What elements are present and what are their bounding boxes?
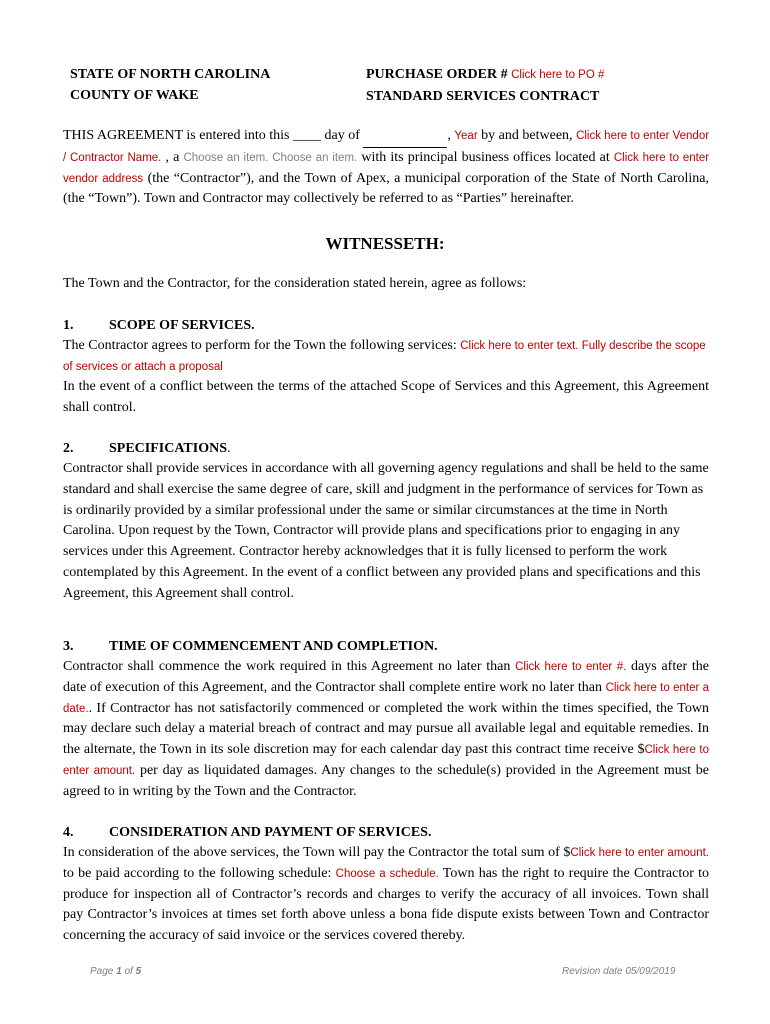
section-3-text-4: per day as liquidated damages. Any changes to the schedule(s) provided in the Agreement must be agreed to in writing by the Town and the Contractor. bbox=[63, 762, 710, 799]
section-3-body bbox=[63, 657, 709, 803]
page-of: of bbox=[124, 966, 133, 977]
section-4-text-1: In consideration of the above services, the Town will pay the Contractor the total sum of $ bbox=[63, 845, 571, 860]
intro-comma: , bbox=[447, 128, 451, 143]
page-prefix: Page bbox=[90, 966, 114, 977]
payment-schedule-dropdown[interactable]: Choose a schedule. bbox=[335, 867, 439, 880]
section-3-heading bbox=[63, 636, 438, 657]
po-number-field[interactable]: Click here to PO # bbox=[511, 69, 605, 81]
section-3-text-1: Contractor shall commence the work required in this Agreement no later than bbox=[63, 659, 511, 674]
entity-type-dropdown[interactable]: Choose an item. Choose an item. bbox=[183, 151, 358, 164]
section-3-text-2: days after the date of execution of this Agreement, and the Contractor shall complete entire work no later than bbox=[63, 659, 709, 695]
section-1-number: 1. bbox=[63, 318, 74, 333]
month-blank[interactable] bbox=[363, 126, 447, 148]
vendor-address-field[interactable]: Click here to enter vendor address bbox=[63, 151, 710, 185]
section-1-title: SCOPE OF SERVICES. bbox=[109, 318, 255, 333]
section-4-title: CONSIDERATION AND PAYMENT OF SERVICES. bbox=[109, 825, 432, 840]
page-current: 1 bbox=[116, 966, 122, 977]
intro-text-4: , a bbox=[165, 149, 180, 165]
intro-text-5: with its principal business offices located at bbox=[361, 149, 610, 165]
section-4-body bbox=[63, 843, 709, 947]
total-amount-field[interactable]: Click here to enter amount. bbox=[570, 847, 709, 859]
section-2-body: Contractor shall provide services in accordance with all governing agency regulations and shall be held to the same standard and shall exercise the same degree of care, skill and judgment in the performance of services for Town as is ordinarily provided by a similar professional under the same or similar circumstances at the time in North Carolina. Upon request by the Town, Contractor will provide plans and specifications prior to engaging in any services under this Agreement. Contractor hereby acknowledges that it is fully licensed to perform the work contemplated by this Agreement. In the event of a conflict between any provided plans and specifications and this Agreement, this Agreement shall control. bbox=[63, 461, 709, 601]
section-2-title: SPECIFICATIONS bbox=[109, 441, 227, 456]
county-heading: COUNTY OF WAKE bbox=[70, 88, 199, 103]
revision-date: Revision date 05/09/2019 bbox=[562, 966, 676, 977]
consideration-line: The Town and the Contractor, for the consideration stated herein, agree as follows: bbox=[63, 276, 527, 291]
completion-date-field[interactable]: Click here to enter a date. bbox=[63, 681, 709, 715]
section-4-text-3: Town has the right to require the Contractor to produce for inspection all of Contractor’s records and charges to verify the accuracy of all invoices. Town shall pay Contractor’s invoices at times set forth above unless a bona fide dispute exists between Town and Contractor concerning the accuracy of said invoice or the services covered thereby. bbox=[63, 865, 710, 944]
state-heading: STATE OF NORTH CAROLINA bbox=[70, 67, 271, 82]
section-1-conflict: In the event of a conflict between the terms of the attached Scope of Services and this Agreement, this Agreement shall control. bbox=[63, 379, 709, 415]
intro-text-1: THIS AGREEMENT is entered into this ____ day of bbox=[63, 128, 360, 143]
page-total: 5 bbox=[135, 966, 142, 977]
section-1-text-1: The Contractor agrees to perform for the Town the following services: bbox=[63, 338, 457, 353]
witnesseth-heading: WITNESSETH: bbox=[325, 234, 445, 253]
year-field[interactable]: Year bbox=[454, 130, 478, 142]
intro-text-6: (the “Contractor”), and the Town of Apex, a municipal corporation of the State of North Carolina, (the “Town”). Town and Contractor may collectively be referred to as “Parties” hereinafter. bbox=[63, 170, 709, 207]
intro-paragraph bbox=[63, 126, 709, 210]
vendor-name-field[interactable]: Click here to enter Vendor / Contractor Name. bbox=[63, 130, 710, 164]
header-left bbox=[70, 64, 270, 106]
po-label: PURCHASE ORDER # bbox=[366, 67, 508, 82]
section-4-number: 4. bbox=[63, 825, 74, 840]
section-4-heading bbox=[63, 822, 431, 843]
section-3-title: TIME OF COMMENCEMENT AND COMPLETION. bbox=[109, 639, 438, 654]
section-2-number: 2. bbox=[63, 441, 74, 456]
header-right bbox=[366, 64, 604, 107]
section-1-body bbox=[63, 336, 709, 378]
section-2-title-period: . bbox=[227, 441, 231, 456]
section-3-text-3: . If Contractor has not satisfactorily commenced or completed the work within the times specified, the Town may declare such delay a material breach of contract and may pursue all available legal and equitable remedies. In the alternate, the Town in its sole discretion may for each calendar day past this contract time receive $ bbox=[63, 700, 709, 758]
contract-type-heading: STANDARD SERVICES CONTRACT bbox=[366, 89, 600, 104]
intro-text-3: by and between, bbox=[481, 128, 573, 143]
page-number bbox=[90, 966, 141, 977]
start-days-field[interactable]: Click here to enter #. bbox=[515, 661, 627, 673]
section-4-text-2: to be paid according to the following schedule: bbox=[63, 865, 332, 881]
po-line bbox=[366, 64, 604, 86]
section-1-heading bbox=[63, 315, 255, 336]
section-3-number: 3. bbox=[63, 639, 74, 654]
liquidated-damages-amount-field[interactable]: Click here to enter amount. bbox=[63, 744, 710, 777]
scope-of-services-field[interactable]: Click here to enter text. Fully describe the scope of services or attach a proposal bbox=[63, 340, 706, 373]
section-2-heading bbox=[63, 438, 231, 459]
